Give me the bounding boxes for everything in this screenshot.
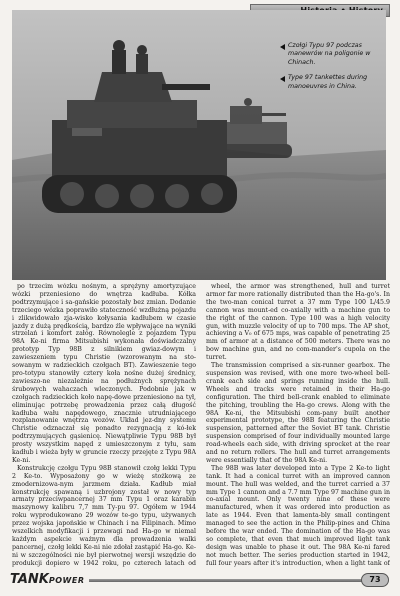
polish-column — [12, 283, 196, 568]
english-paragraph: wheel, the armor was strengthened, hull and turret armor far more rationally distributed than the Ha-go's. In the two-man conical turret a 37 mm Type 100 L/45.9 cannon was mount-ed co-axially with a machine gun to the right of the cannon. Type 100 was a high velocity gun, with muzzle velocity of up to 700 mps. The AP shot, achieving a V₀ of 675 mps, was capable of penetrating 25 mm of armor at a distance of 500 meters. There was no bow machine gun, and no com-mander's cupola on the turret. — [206, 283, 390, 362]
caption-pointer-icon — [280, 44, 285, 50]
photo-captions — [280, 42, 392, 98]
polish-paragraph: po trzecim wózku nośnym, a sprężyny amortyzujące wózki przeniesiono do wnętrza kadłuba. Kółka podtrzymujące i sa-gańskie pozostały bez zmian. Dodanie trzeciego wózka poprawiło stateczność wzdłużną pojazdu i zlikwidowało zja-wisko kołysania kadłubem w czasie jazdy z dużą prędkością, bardzo źle wpływające na wyniki strzelań i komfort załóg. Równolegle z pojazdem Typu 98A Ke-ni firma Mitsubishi wykonała doświadczalny prototyp Typ 98B z silnikiem gwiaz-dowym i zawieszeniem typu Christie (wzorowanym na sto-sowanym w radzieckich czołgach BT). Zawieszenie tego pro-totypu stanowiły cztery koła nośne dużej średnicy, zawieszo-ne niezależnie na podłużnych sprężynach śrubowych wahaczach wleczonych. Podobnie jak w czołgach radzieckich koło napę-dowe przeniesiono na tył, eliminując potrzebę prowadzenia przez całą długość kadłuba wału napędowego, znacznie utrudniającego rozplanowanie wnętrza wozów. Układ jez-dny systemu Christie odznaczał się ponadto rezygnacją z kó-łek podtrzymujących gąsienicę. Niewątpliwie Typu 98B był prosty wszystkim napęd z umieszczonym z tyłu, sam kadłub i wieża były w gruncie rzeczy przejęte z Typu 98A Ke-ni. — [12, 283, 196, 464]
caption-english — [280, 74, 392, 91]
caption-english-text: Type 97 tankettes during manoeuvres in China. — [288, 74, 368, 90]
english-column — [206, 283, 390, 568]
logo-main: TANK — [10, 572, 49, 587]
logo-sub: POWER — [48, 576, 85, 585]
page-number: 73 — [361, 573, 389, 587]
english-paragraph: The transmission comprised a six-runner gearbox. The suspension was revised, with one more two-wheel bell-crank each side and springs running inside the hull. Wheels and tracks were retained in their Ha-go configuration. The third bell-crank enabled to eliminate the pitching, troubling the Ha-go crews. Along with the 98A Ke-ni, the Mitsubishi com-pany built another experimental prototype, the 98B featuring the Christie suspension, patterned after the Soviet BT tank. Christie suspension comprised of four individually mounted large road-wheels each side, with driving sprocket at the rear and no return rollers. The hull and turret arrangements were essentially that of the 98A Ke-ni. — [206, 362, 390, 464]
page-footer — [0, 572, 400, 596]
polish-paragraph: Konstrukcję czołgu Typu 98B stanowił czołg lekki Typu 2 Ke-to. Wyposażony go w wieżę stożkową ze zmodernizowa-nym jarzmem działa. Kadłub miał konstrukcję spawaną i uzbrojony został w nowy typ armaty przeciwpancernej 37 mm Typu 1 oraz karabin maszynowy kalibru 7,7 mm Ty-pu 97. Ogółem w 1944 roku wyprodukowano 29 wozów te-go typu, używanych przez wojska japońskie w Chinach i na Filipinach. Mimo wszelkich modyfikacji i przewagi nad Ha-go w niemal każdym aspekcie ważnym dla prowadzenia walki pancernej, czołg lekki Ke-ni nie zdołał zastąpić Ha-go. Ke-ni w szczególności nie był pierwotnej wersji wszędzie do produkcji dopiero w 1942 roku, po czterech latach od — [12, 464, 196, 567]
english-paragraph: The 98B was later developed into a Type 2 Ke-to light tank. It had a conical turret with an improved cannon mount. The hull was welded, and the turret carried a 37 mm Type 1 cannon and a 7.7 mm Type 97 machine gun in co-axial mount. Only twenty nine of these were manufactured, when it was ordered into production as late as 1944. Even that lamenta-bly small contingent managed to see the action in the Philip-pines and China before the war ended. The domination of the Ha-go was so complete, that even that much improved light tank design was unable to phase it out. The 98A Ke-ni fared not much better. The series production started in 1942, full four years after it's introduction, when a light tank of — [206, 464, 390, 567]
caption-polish — [280, 42, 392, 67]
magazine-logo — [10, 572, 89, 588]
caption-pointer-icon — [280, 76, 285, 82]
caption-polish-text: Czołgi Typu 97 podczas manewrów na poligonie w Chinach. — [288, 42, 371, 66]
